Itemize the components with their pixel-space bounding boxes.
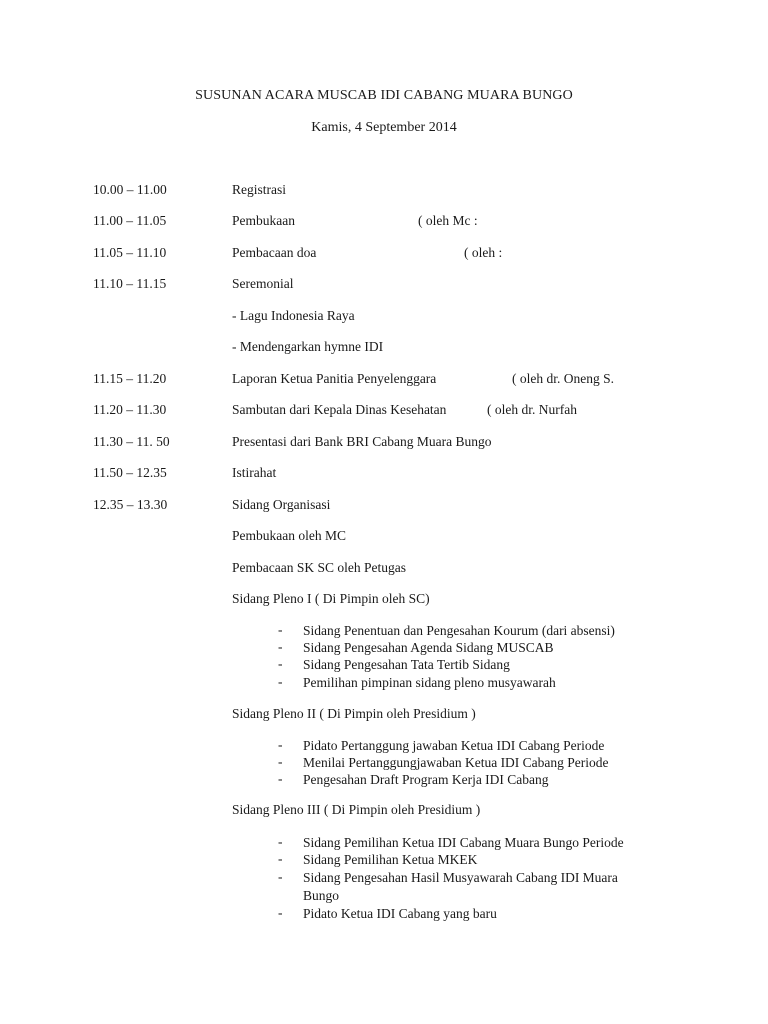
schedule-time: 11.00 – 11.05 <box>93 213 167 228</box>
document-title: SUSUNAN ACARA MUSCAB IDI CABANG MUARA BUNGO <box>195 88 573 103</box>
schedule-time: 10.00 – 11.00 <box>93 182 167 197</box>
schedule-note: ( oleh Mc : <box>418 213 478 228</box>
schedule-item: Presentasi dari Bank BRI Cabang Muara Bungo <box>232 434 492 449</box>
bullet-dash: - <box>278 834 283 849</box>
schedule-item: Istirahat <box>232 465 277 480</box>
list-item-continuation: Bungo <box>303 888 340 903</box>
schedule-subitem: - Lagu Indonesia Raya <box>232 308 355 323</box>
schedule-subitem: - Mendengarkan hymne IDI <box>232 339 384 354</box>
list-item: Sidang Pemilihan Ketua MKEK <box>303 852 478 867</box>
list-item: Pengesahan Draft Program Kerja IDI Cabang <box>303 772 549 787</box>
schedule-item: Seremonial <box>232 276 294 291</box>
schedule-item: Registrasi <box>232 182 286 197</box>
document-date: Kamis, 4 September 2014 <box>311 120 457 135</box>
bullet-dash: - <box>278 737 283 752</box>
pleno-3-heading: Sidang Pleno III ( Di Pimpin oleh Presidium ) <box>232 802 481 817</box>
list-item: Sidang Pengesahan Agenda Sidang MUSCAB <box>303 640 554 655</box>
bullet-dash: - <box>278 851 283 866</box>
bullet-dash: - <box>278 754 283 769</box>
list-item: Sidang Pemilihan Ketua IDI Cabang Muara Bungo Periode <box>303 835 624 850</box>
schedule-note: ( oleh : <box>464 245 503 260</box>
schedule-item: Pembacaan doa <box>232 245 317 260</box>
bullet-dash: - <box>278 656 283 671</box>
bullet-dash: - <box>278 771 283 786</box>
schedule-item: Pembukaan <box>232 213 295 228</box>
list-item: Pemilihan pimpinan sidang pleno musyawarah <box>303 675 556 690</box>
schedule-time: 11.50 – 12.35 <box>93 465 167 480</box>
bullet-dash: - <box>278 674 283 689</box>
list-item: Sidang Penentuan dan Pengesahan Kourum (dari absensi) <box>303 623 615 638</box>
bullet-dash: - <box>278 622 283 637</box>
bullet-dash: - <box>278 639 283 654</box>
schedule-item: Sidang Organisasi <box>232 497 331 512</box>
schedule-time: 12.35 – 13.30 <box>93 497 168 512</box>
schedule-time: 11.15 – 11.20 <box>93 371 167 386</box>
schedule-item: Laporan Ketua Panitia Penyelenggara <box>232 371 437 386</box>
bullet-dash: - <box>278 869 283 884</box>
schedule-time: 11.10 – 11.15 <box>93 276 167 291</box>
pleno-2-heading: Sidang Pleno II ( Di Pimpin oleh Presidium ) <box>232 706 476 721</box>
schedule-time: 11.30 – 11. 50 <box>93 434 170 449</box>
schedule-note: ( oleh dr. Nurfah <box>487 402 577 417</box>
schedule-subitem: Pembukaan oleh MC <box>232 528 346 543</box>
bullet-dash: - <box>278 905 283 920</box>
schedule-time: 11.20 – 11.30 <box>93 402 167 417</box>
pleno-1-heading: Sidang Pleno I ( Di Pimpin oleh SC) <box>232 591 430 606</box>
list-item: Pidato Ketua IDI Cabang yang baru <box>303 906 497 921</box>
list-item: Sidang Pengesahan Hasil Musyawarah Cabang IDI Muara <box>303 870 618 885</box>
list-item: Sidang Pengesahan Tata Tertib Sidang <box>303 657 510 672</box>
list-item: Menilai Pertanggungjawaban Ketua IDI Cabang Periode <box>303 755 609 770</box>
schedule-time: 11.05 – 11.10 <box>93 245 167 260</box>
schedule-item: Sambutan dari Kepala Dinas Kesehatan <box>232 402 447 417</box>
schedule-subitem: Pembacaan SK SC oleh Petugas <box>232 560 406 575</box>
schedule-note: ( oleh dr. Oneng S. <box>512 371 614 386</box>
list-item: Pidato Pertanggung jawaban Ketua IDI Cabang Periode <box>303 738 605 753</box>
